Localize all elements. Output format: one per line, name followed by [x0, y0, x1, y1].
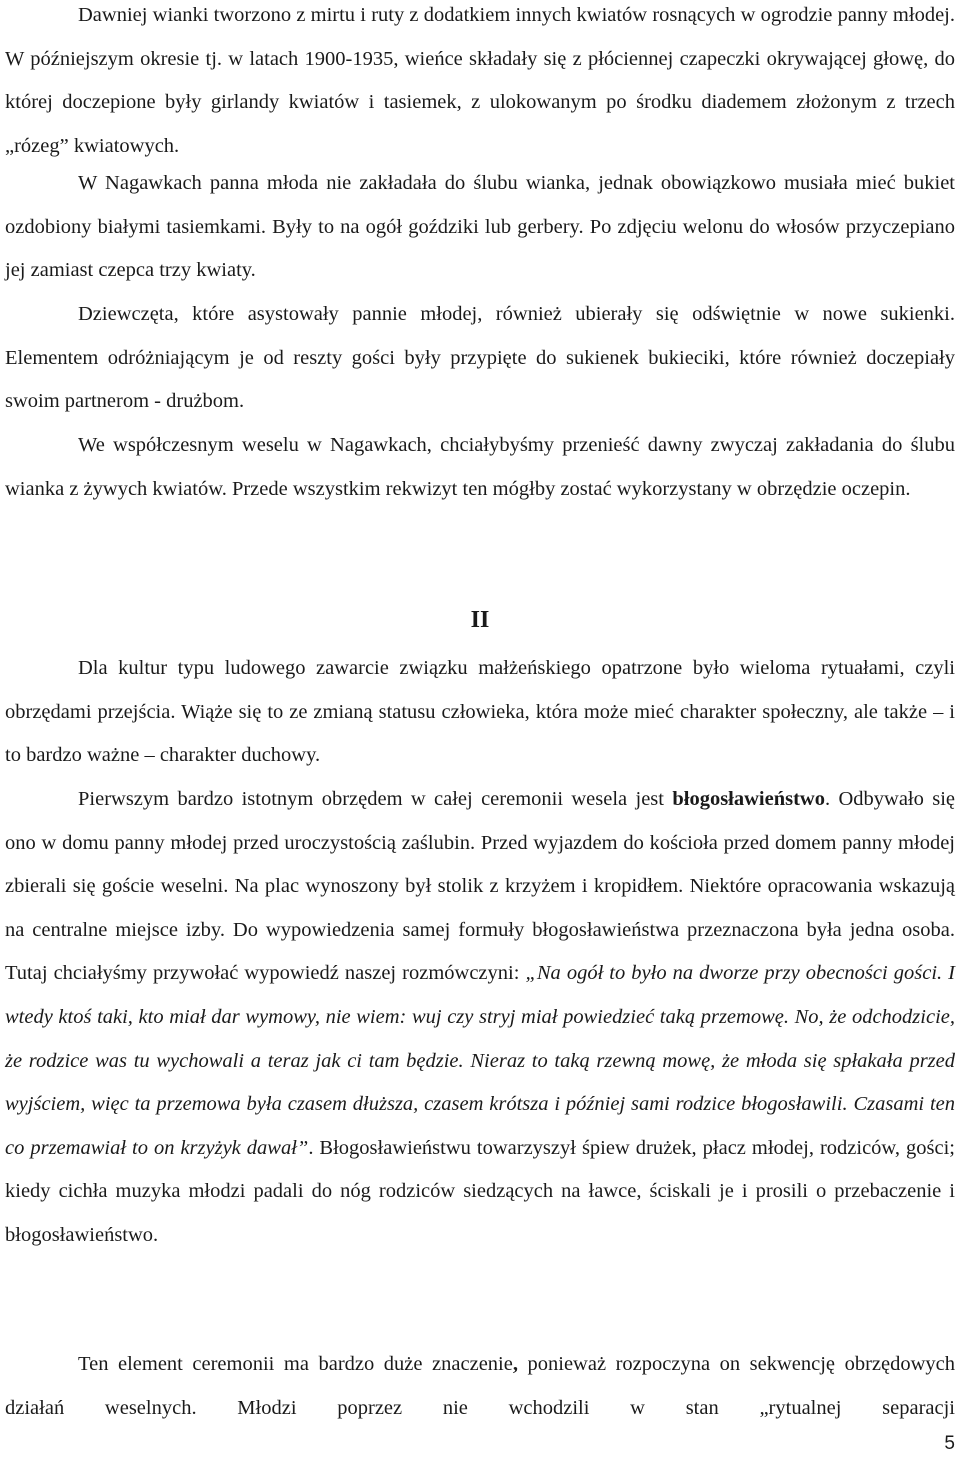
paragraph-ceremony-significance: [5, 1343, 955, 1430]
blessing-text-mid: . Odbywało się ono w domu panny młodej przed uroczystością zaślubin. Przed wyjazdem do kościoła przed domem panny młodej zbierali się goście weselni. Na plac wynoszony był stolik z krzyżem i kropidłem. Niektóre opracowania wskazują na centralne miejsce izby. Do wypowiedzenia samej formuły błogosławieństwa przeznaczona była jedna osoba. Tutaj chciałyśmy przywołać wypowiedź naszej rozmówczyni:: [5, 788, 955, 985]
paragraph-blessing: [5, 778, 955, 1258]
blessing-bold-term: błogosławieństwo: [672, 788, 825, 810]
paragraph-rites-of-passage: Dla kultur typu ludowego zawarcie związku małżeńskiego opatrzone było wieloma rytuałami, czyli obrzędami przejścia. Wiąże się to ze zmianą statusu człowieka, która może mieć charakter społeczny, ale także – i to bardzo ważne – charakter duchowy.: [5, 657, 955, 767]
significance-text-end: ponieważ rozpoczyna on sekwencję obrzędowych działań weselnych. Młodzi poprzez nie wchodzili w stan „rytualnej separacji: [5, 1353, 955, 1419]
significance-text-start: Ten element ceremonii ma bardzo duże znaczenie: [78, 1353, 513, 1375]
significance-bold-comma: ,: [512, 1353, 518, 1375]
blessing-text-end: . Błogosławieństwu towarzyszył śpiew drużek, płacz młodej, rodziców, gości; kiedy cichła muzyka młodzi padali do nóg rodziców siedzących na ławce, ściskali je i prosili o przebaczenie i błogosławieństwo.: [5, 1136, 955, 1246]
section-heading: II: [470, 607, 490, 633]
interview-quote: „Na ogół to było na dworze przy obecności gości. I wtedy ktoś taki, kto miał dar wymowy, nie wiem: wuj czy stryj miał powiedzieć taką przemowę. No, że odchodzicie, że rodzice was tu wychowali a teraz jak ci tam będzie. Nieraz to taką rzewną mowę, że młoda się spłakała przed wyjściem, więc ta przemowa była czasem dłuższa, czasem krótsza i później sami rodzice błogosławili. Czasami ten co przemawiał to on krzyżyk dawał”: [5, 962, 955, 1159]
paragraph-modern-wedding: We współczesnym weselu w Nagawkach, chciałybyśmy przenieść dawny zwyczaj zakładania do ślubu wianka z żywych kwiatów. Przede wszystkim rekwizyt ten mógłby zostać wykorzystany w obrzędzie oczepin.: [5, 434, 955, 500]
page-number: 5: [944, 1433, 955, 1454]
blessing-text-start: Pierwszym bardzo istotnym obrzędem w całej ceremonii wesela jest: [78, 788, 664, 810]
paragraph-wreaths-history: Dawniej wianki tworzono z mirtu i ruty z dodatkiem innych kwiatów rosnących w ogrodzie panny młodej. W późniejszym okresie tj. w latach 1900-1935, wieńce składały się z płóciennej czapeczki okrywającej głowę, do której doczepione były girlandy kwiatów i tasiemek, z ulokowanym po środku diademem złożonym z trzech „rózeg” kwiatowych.: [5, 4, 955, 157]
paragraph-bridesmaids: Dziewczęta, które asystowały pannie młodej, również ubierały się odświętnie w nowe sukienki. Elementem odróżniającym je od reszty gości były przypięte do sukienek bukieciki, które również doczepiały swoim partnerom - drużbom.: [5, 303, 955, 413]
paragraph-nagawki-bouquet: W Nagawkach panna młoda nie zakładała do ślubu wianka, jednak obowiązkowo musiała mieć bukiet ozdobiony białymi tasiemkami. Były to na ogół goździki lub gerbery. Po zdjęciu welonu do włosów przyczepiano jej zamiast czepca trzy kwiaty.: [5, 172, 955, 282]
